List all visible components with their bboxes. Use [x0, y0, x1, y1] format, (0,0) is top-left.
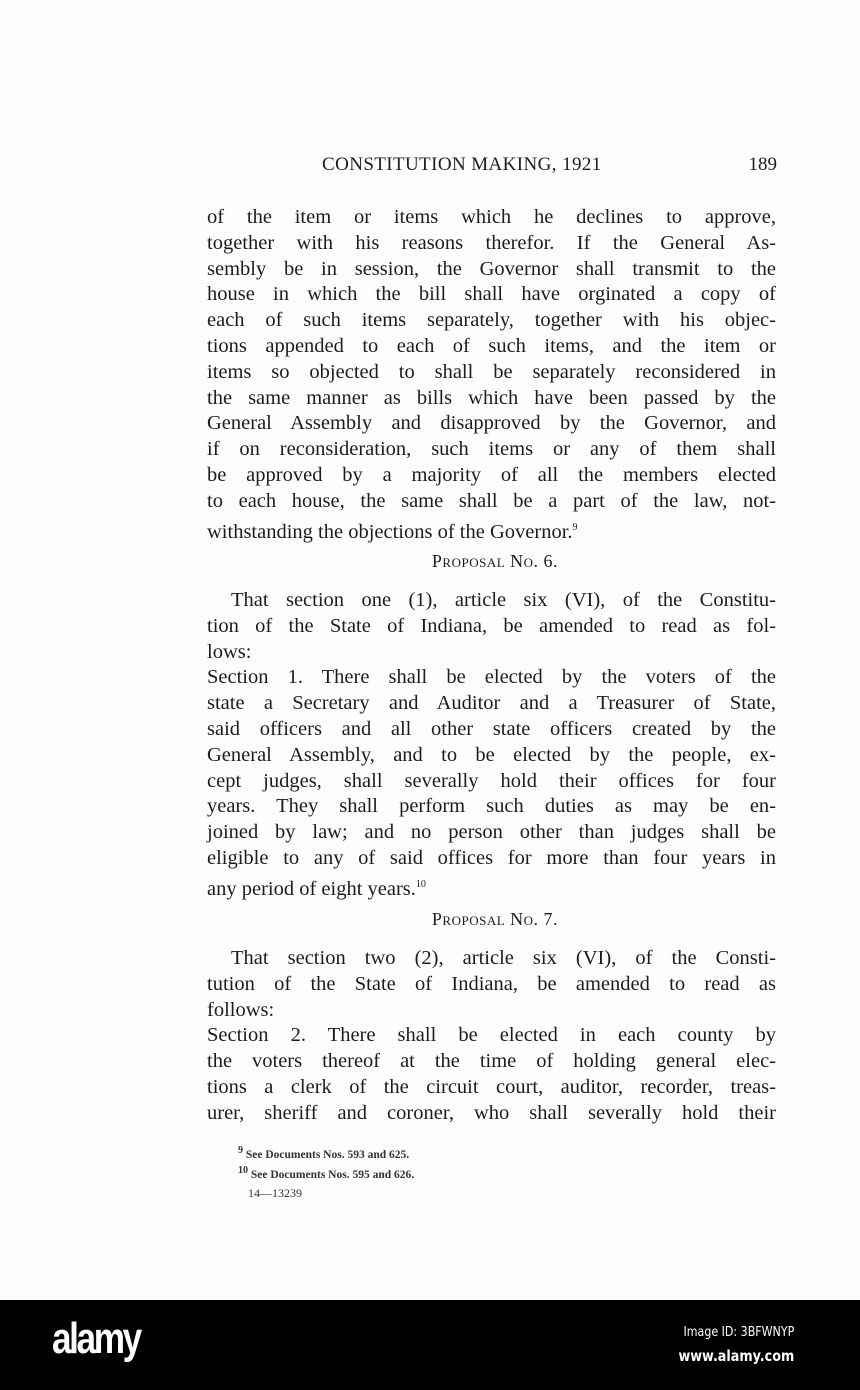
line-text: years. They shall perform such duties as may be en-	[207, 795, 776, 818]
line-text: sembly be in session, the Governor shall transmit to the	[207, 257, 776, 280]
text-line	[207, 205, 776, 231]
watermark-bar	[0, 1300, 860, 1390]
footnotes	[238, 1143, 414, 1183]
text-line	[207, 794, 776, 820]
text-line	[207, 1049, 776, 1075]
line-text: tions appended to each of such items, and the item or	[207, 334, 776, 357]
line-text: together with his reasons therefor. If the General As-	[207, 231, 776, 254]
page-number: 189	[748, 154, 777, 175]
footnote	[238, 1163, 414, 1183]
text-line	[207, 640, 776, 666]
watermark-url: www.alamy.com	[678, 1347, 794, 1365]
line-text: joined by law; and no person other than judges shall be	[207, 821, 776, 844]
line-text: follows:	[207, 998, 275, 1021]
line-text: to each house, the same shall be a part of the law, not-	[207, 489, 776, 512]
footnote-reference: 9	[572, 521, 578, 533]
text-line	[207, 282, 776, 308]
proposal-6-body	[207, 588, 776, 898]
text-line	[207, 614, 776, 640]
footnote-text: See Documents Nos. 595 and 626.	[250, 1168, 415, 1181]
text-line	[207, 489, 776, 515]
line-text: Section 1. There shall be elected by the voters of the	[207, 666, 776, 689]
line-text: tution of the State of Indiana, be amended to read as	[207, 972, 776, 995]
text-line	[207, 972, 776, 998]
text-line	[207, 334, 776, 360]
line-text: the same manner as bills which have been passed by the	[207, 386, 776, 409]
line-text: if on reconsideration, such items or any of them shall	[207, 438, 776, 461]
line-text: tions a clerk of the circuit court, auditor, recorder, treas-	[207, 1075, 776, 1098]
line-text: any period of eight years.	[207, 877, 416, 900]
line-text: state a Secretary and Auditor and a Treasurer of State,	[207, 692, 776, 715]
text-line	[207, 308, 776, 334]
alamy-logo: alamy	[52, 1314, 140, 1363]
proposal-7-body	[207, 946, 776, 1127]
line-text: of the item or items which he declines to approve,	[207, 206, 776, 228]
text-line	[207, 463, 776, 489]
line-text: cept judges, shall severally hold their offices for four	[207, 769, 776, 792]
line-text: General Assembly, and to be elected by the people, ex-	[207, 743, 776, 766]
text-line	[207, 1023, 776, 1049]
text-line	[207, 1075, 776, 1101]
footnote-text: See Documents Nos. 593 and 625.	[245, 1148, 410, 1161]
text-line	[207, 411, 776, 437]
heading-text: Proposal No. 7.	[431, 909, 559, 929]
footnote	[238, 1143, 414, 1163]
line-text: be approved by a majority of all the members elected	[207, 463, 776, 486]
text-line	[207, 998, 776, 1024]
footnote-mark: 9	[238, 1145, 243, 1156]
line-text: tion of the State of Indiana, be amended to read as fol-	[207, 614, 776, 637]
text-line	[207, 437, 776, 463]
text-line	[207, 1101, 776, 1127]
line-text: That section two (2), article six (VI), of the Consti-	[231, 947, 776, 969]
text-line	[207, 665, 776, 691]
image-id: Image ID: 3BFWNYP	[683, 1325, 794, 1340]
line-text: General Assembly and disapproved by the Governor, and	[207, 412, 776, 435]
footnote-reference: 10	[415, 878, 426, 890]
line-text: said officers and all other state officers created by the	[207, 717, 776, 740]
proposal-7-heading	[0, 909, 860, 930]
text-line	[207, 946, 776, 972]
text-line	[207, 717, 776, 743]
text-line	[207, 820, 776, 846]
text-line	[207, 515, 776, 541]
text-line	[207, 691, 776, 717]
text-line	[207, 360, 776, 386]
text-line	[207, 231, 776, 257]
line-text: house in which the bill shall have orginated a copy of	[207, 283, 776, 306]
signature-mark: 14—13239	[248, 1186, 302, 1200]
text-line	[207, 769, 776, 795]
paragraph-continuation	[207, 205, 776, 543]
line-text: items so objected to shall be separately reconsidered in	[207, 360, 776, 383]
header-title: CONSTITUTION MAKING, 1921	[322, 154, 602, 175]
line-text: That section one (1), article six (VI), of the Constitu-	[231, 589, 776, 611]
line-text: the voters thereof at the time of holding general elec-	[207, 1050, 776, 1073]
text-line	[207, 872, 776, 898]
heading-text: Proposal No. 6.	[431, 551, 559, 571]
line-text: urer, sheriff and coroner, who shall severally hold their	[207, 1101, 776, 1124]
text-line	[207, 257, 776, 283]
line-text: withstanding the objections of the Governor.	[207, 520, 573, 543]
text-line	[207, 588, 776, 614]
footnote-mark: 10	[238, 1164, 248, 1176]
line-text: eligible to any of said offices for more than four years in	[207, 846, 776, 869]
text-line	[207, 743, 776, 769]
line-text: each of such items separately, together with his objec-	[207, 309, 776, 332]
proposal-6-heading	[0, 551, 860, 572]
line-text: lows:	[207, 640, 252, 663]
text-line	[207, 846, 776, 872]
text-line	[207, 386, 776, 412]
line-text: Section 2. There shall be elected in each county by	[207, 1024, 776, 1047]
